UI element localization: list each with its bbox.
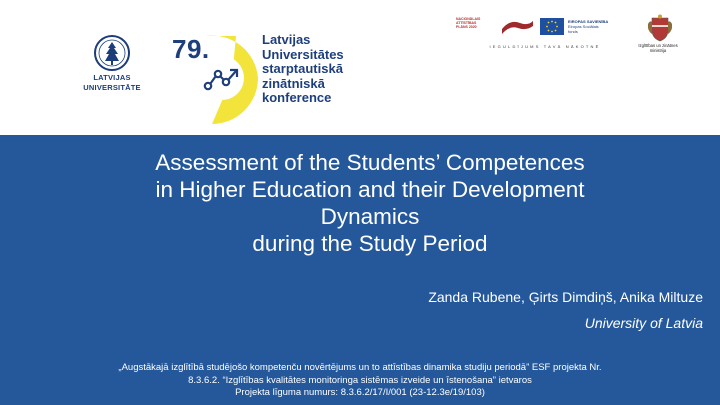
conference-title	[262, 33, 382, 106]
conference-title-line: zinātniskā	[262, 75, 325, 91]
title-line: Assessment of the Students’ Competences	[155, 150, 585, 175]
university-logo	[82, 34, 142, 92]
university-emblem-icon	[93, 34, 131, 72]
title-line: in Higher Education and their Development	[155, 177, 585, 202]
coat-of-arms-icon	[648, 14, 672, 42]
title-line: during the Study Period	[252, 231, 488, 256]
ministry-text-line: Izglītības un zinātnes	[638, 43, 678, 48]
eu-text	[568, 19, 628, 34]
nap-text-line: NACIONĀLAIS	[456, 17, 481, 21]
eu-text-line: EIROPAS SAVIENĪBA	[568, 19, 609, 24]
conference-number: 79.	[172, 34, 210, 64]
footnote-line: 8.3.6.2. “Izglītības kvalitātes monitoringa sistēmas izveide un īstenošana” ietvaros	[188, 374, 532, 386]
affiliation: University of Latvia	[584, 315, 703, 331]
authors: Zanda Rubene, Ģirts Dimdiņš, Anika Miltuze	[428, 289, 703, 305]
presentation-title	[80, 149, 660, 257]
project-footnote	[60, 362, 660, 400]
university-logo-line1: LATVIJAS	[93, 73, 131, 82]
footnote-line: Projekta līguma numurs: 8.3.6.2/17/I/001 (23-12.3e/19/103)	[235, 387, 485, 398]
conference-title-line: Universitātes	[262, 46, 344, 62]
title-line: Dynamics	[320, 204, 420, 229]
eu-text-line: fonds	[568, 29, 578, 34]
eu-flag-icon	[540, 18, 564, 35]
conference-title-line: konference	[262, 90, 332, 105]
conference-title-line: Latvijas	[262, 32, 311, 47]
eu-text-line: Eiropas Sociālais	[568, 24, 599, 29]
nap-logo	[456, 17, 504, 29]
nap-text-line: ATTĪSTĪBAS	[456, 21, 477, 25]
footnote-line: „Augstākajā izglītībā studējošo kompetenču novērtējums un to attīstības dinamika studiju periodā” ESF projekta Nr.	[118, 362, 602, 373]
university-logo-line2: UNIVERSITĀTE	[83, 83, 141, 92]
ministry-text	[630, 43, 686, 53]
ministry-text-line: ministrija	[649, 48, 667, 53]
conference-title-line: starptautiskā	[262, 61, 343, 76]
investment-motto: IEGULDĪJUMS TAVĀ NĀKOTNĒ	[489, 44, 601, 49]
latvia-flag-icon	[500, 17, 534, 37]
nap-text-line: PLĀNS 2020	[456, 25, 477, 29]
